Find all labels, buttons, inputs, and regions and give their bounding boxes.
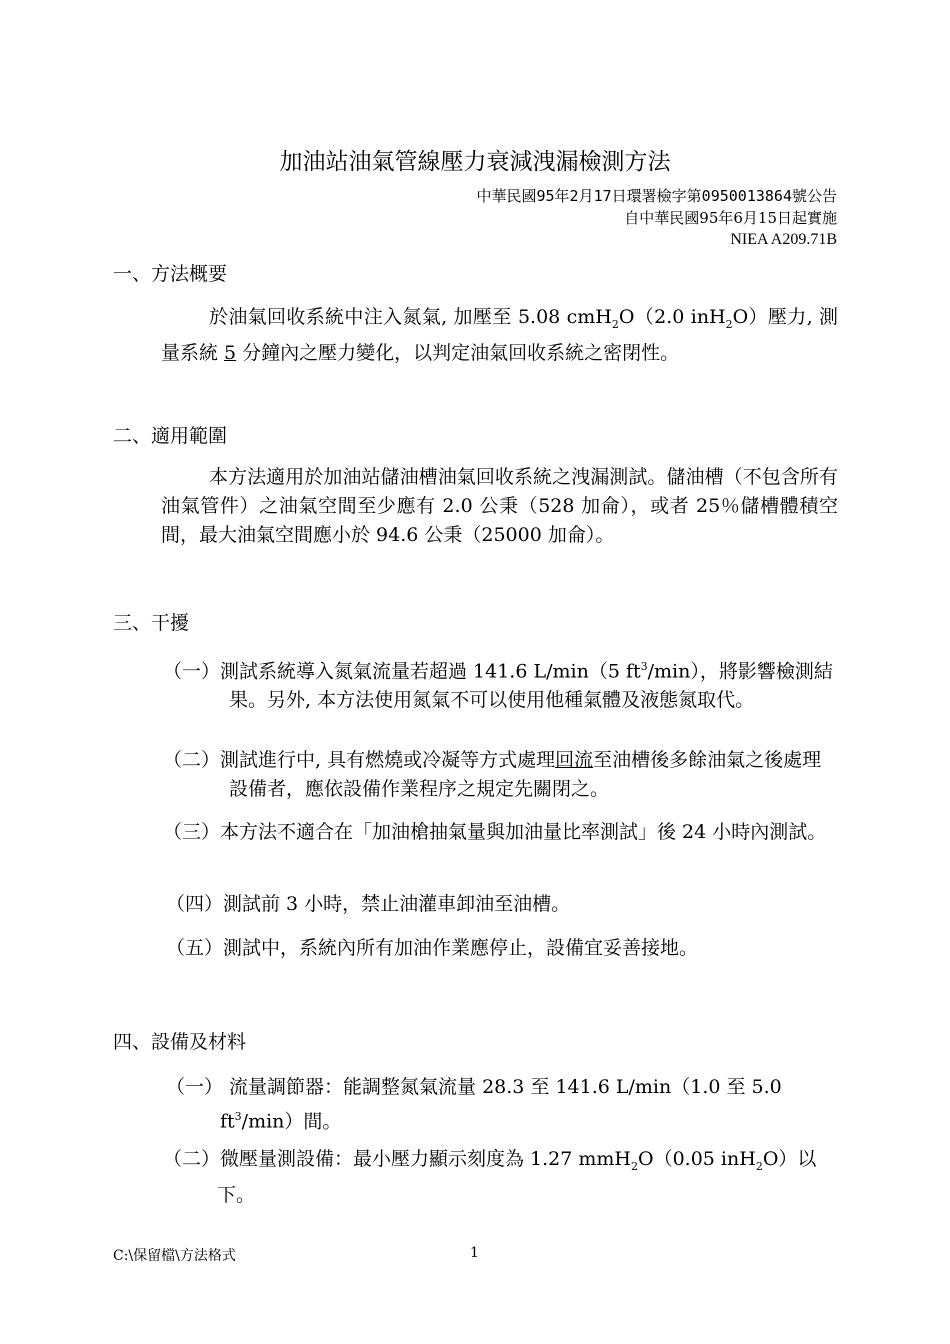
section-1-paragraph: 於油氣回收系統中注入氮氣, 加壓至 5.08 cmH$_2$O（2.0 inH$_2$O）壓力, 測量系統 5 分鐘內之壓力變化，以判定油氣回收系統之密閉性。 bbox=[161, 306, 838, 364]
announcement-line-2: 自中華民國95年6月15日起實施 bbox=[624, 209, 837, 227]
interference-item-5: （五）測試中，系統內所有加油作業應停止，設備宜妥善接地。 bbox=[166, 937, 699, 959]
equipment-item-2: （二）微壓量測設備：最小壓力顯示刻度為 1.27 mmH$_2$O（0.05 inH$_2$O）以下。 bbox=[163, 1148, 817, 1206]
section-1-heading: 一、方法概要 bbox=[113, 263, 228, 285]
interference-item-1: （一）測試系統導入氮氣流量若超過 141.6 L/min（5 $ft^3/\min$），將影響檢測結果。另外, 本方法使用氮氣不可以使用他種氣體及液態氮取代。 bbox=[163, 660, 833, 712]
section-2-paragraph: 本方法適用於加油站儲油槽油氣回收系統之洩漏測試。儲油槽（不包含所有油氣管件）之油氣空間至少應有 2.0 公秉（528 加侖），或者 25％儲槽體積空間，最大油氣空間應小於 94.6 公秉（25000 加侖）。 bbox=[161, 466, 838, 546]
announcement-line-3: NIEA A209.71B bbox=[730, 231, 837, 248]
footer-page-number: 1 bbox=[470, 1245, 479, 1261]
equipment-item-1: （一） 流量調節器：能調整氮氣流量 28.3 至 141.6 L/min（1.0 至 5.0 $ft^3/\min$）間。 bbox=[166, 1076, 782, 1133]
interference-item-2: （二）測試進行中, 具有燃燒或冷凝等方式處理回流至油槽後多餘油氣之後處理設備者，應依設備作業程序之規定先關閉之。 bbox=[163, 749, 822, 800]
section-4-heading: 四、設備及材料 bbox=[113, 1031, 247, 1053]
section-3-heading: 三、干擾 bbox=[113, 612, 190, 634]
announcement-line-1: 中華民國95年2月17日環署檢字第0950013864號公告 bbox=[476, 187, 837, 205]
interference-item-3: （三）本方法不適合在「加油槍抽氣量與加油量比率測試」後 24 小時內測試。 bbox=[163, 821, 827, 843]
section-2-heading: 二、適用範圍 bbox=[113, 425, 228, 447]
interference-item-4: （四）測試前 3 小時，禁止油灌車卸油至油槽。 bbox=[166, 893, 571, 915]
footer-file-path: C:\保留檔\方法格式 bbox=[113, 1248, 236, 1264]
page-title: 加油站油氣管線壓力衰減洩漏檢測方法 bbox=[279, 149, 671, 175]
